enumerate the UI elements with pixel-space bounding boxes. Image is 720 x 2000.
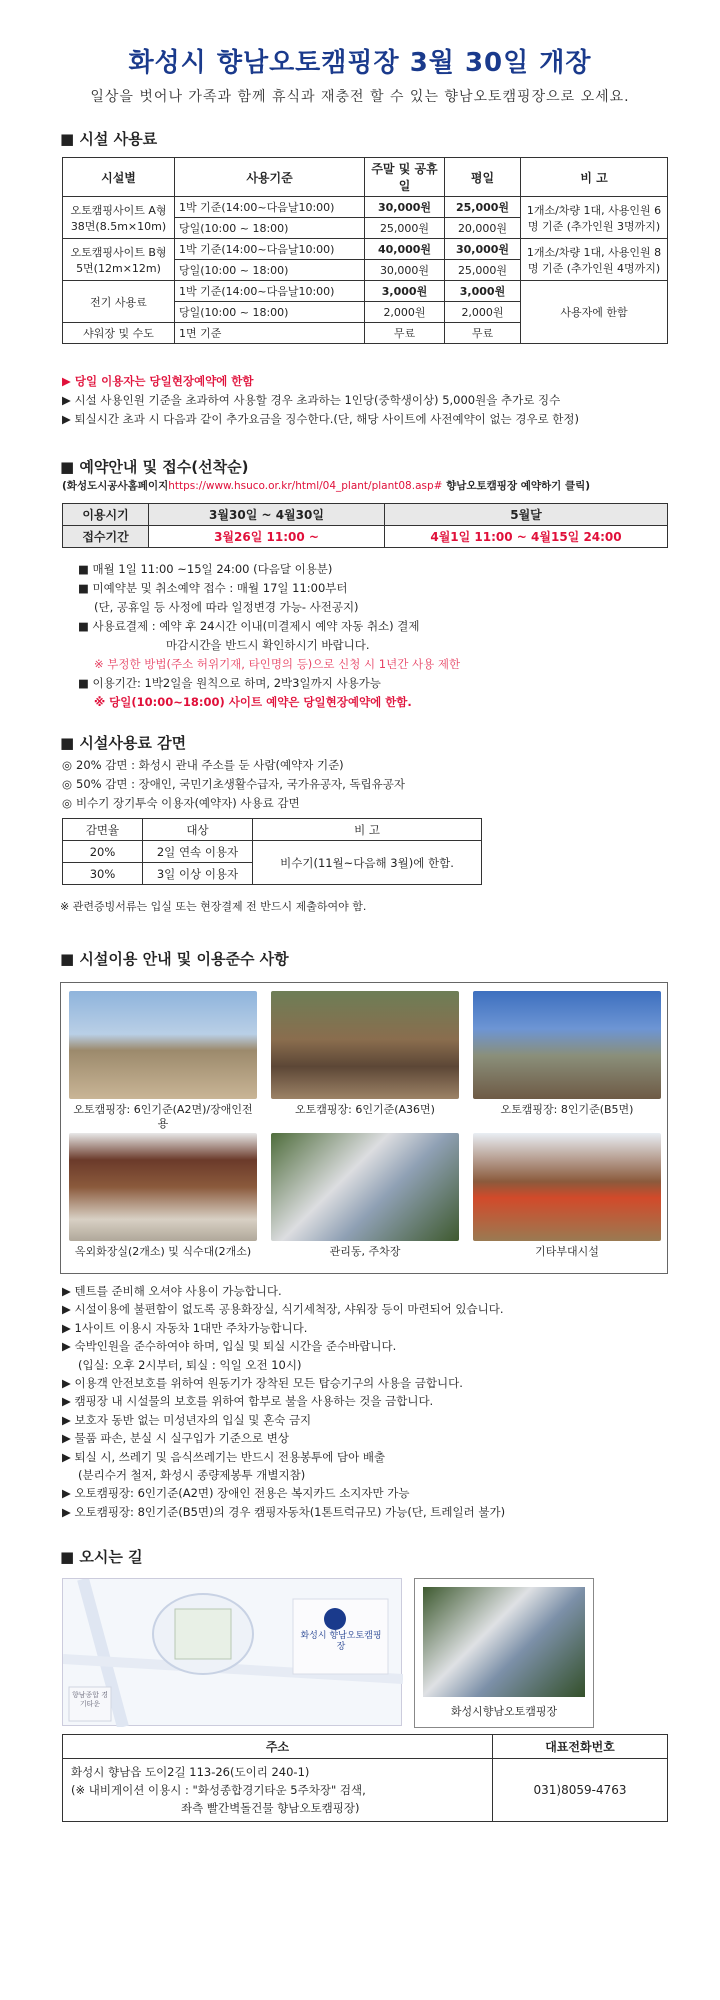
note-item: ▶ 물품 파손, 분실 시 실구입가 기준으로 변상	[62, 1429, 505, 1447]
res-label: 접수기간	[63, 526, 149, 548]
note-item: (분리수거 철저, 화성시 종량제봉투 개별지참)	[78, 1468, 306, 1483]
page-subtitle: 일상을 벗어나 가족과 함께 휴식과 재충전 할 수 있는 향남오토캠핑장으로 오세요.	[90, 89, 630, 105]
res-label: 이용시기	[63, 504, 149, 526]
usage-standard: 1박 기준(14:00~다음날10:00)	[175, 239, 365, 260]
reservation-link-line	[62, 478, 590, 493]
playground-photo	[473, 1133, 661, 1241]
weekend-price: 3,000원	[365, 281, 445, 302]
address-header: 주소	[63, 1735, 493, 1759]
reservation-link[interactable]: https://www.hsuco.or.kr/html/04_plant/plant08.asp#	[168, 480, 443, 492]
facility-name: 오토캠핑사이트 A형 38면(8.5m×10m)	[63, 197, 175, 239]
col-header: 비 고	[521, 158, 668, 197]
location-map[interactable]	[62, 1578, 402, 1726]
guide-heading: ■ 시설이용 안내 및 이용준수 사항	[60, 948, 289, 969]
restroom-photo	[69, 1133, 257, 1241]
note-item: ■ 이용기간: 1박2일을 원칙으로 하며, 2박3일까지 사용가능	[78, 674, 460, 693]
col-header: 대상	[143, 819, 253, 841]
res-period: 5월달	[385, 504, 668, 526]
facility-notes	[62, 372, 579, 429]
reservation-notes	[78, 560, 460, 712]
res-receipt: 4월1일 11:00 ~ 4월15일 24:00	[385, 526, 668, 548]
discount-target: 2일 연속 이용자	[143, 841, 253, 863]
directions-heading: ■ 오시는 길	[60, 1546, 143, 1567]
note-item: ▶ 시설이용에 불편함이 없도록 공용화장실, 식기세척장, 샤워장 등이 마련되어 있습니다.	[62, 1300, 505, 1318]
photo-card	[473, 1133, 661, 1259]
col-header: 사용기준	[175, 158, 365, 197]
campsite-photo	[473, 991, 661, 1099]
facility-fee-table	[62, 157, 668, 344]
weekend-price: 30,000원	[365, 197, 445, 218]
guide-notes	[62, 1282, 505, 1521]
weekend-price: 2,000원	[365, 302, 445, 323]
address-cell	[63, 1759, 493, 1822]
note-item: ▶ 텐트를 준비해 오셔야 사용이 가능합니다.	[62, 1282, 505, 1300]
photo-card	[69, 991, 257, 1131]
facility-note: 사용자에 한함	[521, 281, 668, 344]
usage-standard: 당일(10:00 ~ 18:00)	[175, 260, 365, 281]
phone-number[interactable]: 031)8059-4763	[493, 1759, 668, 1822]
note-item: (입실: 오후 2시부터, 퇴실 : 익일 오전 10시)	[78, 1357, 302, 1372]
note-item: ▶ 보호자 동반 없는 미성년자의 입실 및 혼숙 금지	[62, 1411, 505, 1429]
usage-standard: 1박 기준(14:00~다음날10:00)	[175, 281, 365, 302]
location-photo-frame	[414, 1578, 594, 1728]
usage-standard: 당일(10:00 ~ 18:00)	[175, 218, 365, 239]
discount-rate: 30%	[63, 863, 143, 885]
col-header: 시설별	[63, 158, 175, 197]
weekend-price: 30,000원	[365, 260, 445, 281]
map-stadium-label: 향남종합 경기타운	[71, 1691, 109, 1708]
camp-aerial-photo	[423, 1587, 585, 1697]
address-table	[62, 1734, 668, 1822]
photo-caption: 화성시향남오토캠핑장	[450, 1705, 558, 1718]
note-item: 마감시간을 반드시 확인하시기 바랍니다.	[166, 638, 370, 652]
photo-caption: 오토캠핑장: 8인기준(B5면)	[500, 1103, 634, 1116]
photo-caption: 기타부대시설	[535, 1245, 599, 1258]
location-pin-icon	[324, 1608, 346, 1630]
campsite-photo	[271, 991, 459, 1099]
facility-name: 샤워장 및 수도	[63, 323, 175, 344]
address-line: (※ 내비게이션 이용시 : "화성종합경기타운 5주차장" 검색,	[71, 1783, 366, 1797]
facility-name: 전기 사용료	[63, 281, 175, 323]
facility-note: 1개소/차량 1대, 사용인원 8명 기준 (추가인원 4명까지)	[521, 239, 668, 281]
photo-card	[473, 991, 661, 1117]
note-item: ▶ 퇴실 시, 쓰레기 및 음식쓰레기는 반드시 전용봉투에 담아 배출	[62, 1448, 505, 1466]
address-line: 좌측 빨간벽돌건물 향남오토캠핑장)	[181, 1801, 360, 1815]
facility-name: 오토캠핑사이트 B형 5면(12m×12m)	[63, 239, 175, 281]
office-photo	[271, 1133, 459, 1241]
note-item: (단, 공휴일 등 사정에 따라 일정변경 가능- 사전공지)	[94, 600, 359, 614]
campsite-photo	[69, 991, 257, 1099]
photo-caption: 옥외화장실(2개소) 및 식수대(2개소)	[74, 1245, 252, 1258]
note-item: ■ 매월 1일 11:00 ~15일 24:00 (다음달 이용분)	[78, 560, 460, 579]
address-line: 화성시 향남읍 도이2길 113-26(도이리 240-1)	[71, 1765, 310, 1779]
res-period: 3월30일 ~ 4월30일	[149, 504, 385, 526]
discount-item: ◎ 비수기 장기투숙 이용자(예약자) 사용료 감면	[62, 796, 300, 810]
weekday-price: 20,000원	[445, 218, 521, 239]
note-item: ▶ 시설 사용인원 기준을 초과하여 사용할 경우 초과하는 1인당(중학생이상) 5,000원을 추가로 징수	[62, 391, 579, 410]
col-header: 주말 및 공휴일	[365, 158, 445, 197]
facility-heading: ■ 시설 사용료	[60, 128, 157, 149]
note-item: ▶ 캠핑장 내 시설물의 보호를 위하여 함부로 불을 사용하는 것을 금합니다.	[62, 1392, 505, 1410]
map-marker-label: 화성시 향남오토캠핑장	[300, 1631, 382, 1652]
weekday-price: 무료	[445, 323, 521, 344]
weekday-price: 25,000원	[445, 197, 521, 218]
weekday-price: 30,000원	[445, 239, 521, 260]
link-suffix: 향남오토캠핑장 예약하기 클릭)	[442, 480, 591, 492]
discount-table	[62, 818, 482, 885]
discount-rate: 20%	[63, 841, 143, 863]
usage-standard: 당일(10:00 ~ 18:00)	[175, 302, 365, 323]
facility-note: 1개소/차량 1대, 사용인원 6명 기준 (추가인원 3명까지)	[521, 197, 668, 239]
weekend-price: 40,000원	[365, 239, 445, 260]
note-item: ▶ 퇴실시간 초과 시 다음과 같이 추가요금을 징수한다.(단, 해당 사이트에 사전예약이 없는 경우로 한정)	[62, 410, 579, 429]
note-item: ▶ 당일 이용자는 당일현장예약에 한함	[62, 372, 579, 391]
note-item: ■ 미예약분 및 취소예약 접수 : 매월 17일 11:00부터	[78, 579, 460, 598]
phone-header: 대표전화번호	[493, 1735, 668, 1759]
link-prefix: (화성도시공사홈페이지	[62, 480, 169, 492]
photo-card	[271, 991, 459, 1117]
discount-footnote: ※ 관련증빙서류는 입실 또는 현장결제 전 반드시 제출하여야 함.	[60, 900, 367, 913]
usage-standard: 1박 기준(14:00~다음날10:00)	[175, 197, 365, 218]
discount-item: ◎ 20% 감면 : 화성시 관내 주소를 둔 사람(예약자 기준)	[62, 758, 344, 772]
usage-standard: 1면 기준	[175, 323, 365, 344]
photo-gallery	[60, 982, 668, 1274]
note-item: ※ 부정한 방법(주소 허위기재, 타인명의 등)으로 신청 시 1년간 사용 제한	[94, 657, 461, 671]
weekday-price: 25,000원	[445, 260, 521, 281]
discount-items	[62, 756, 405, 813]
photo-caption: 오토캠핑장: 6인기준(A36면)	[295, 1103, 435, 1116]
note-item: ▶ 숙박인원을 준수하여야 하며, 입실 및 퇴실 시간을 준수바랍니다.	[62, 1337, 505, 1355]
page-title: 화성시 향남오토캠핑장 3월 30일 개장	[128, 48, 592, 78]
discount-remark: 비수기(11월~다음해 3월)에 한함.	[253, 841, 482, 885]
photo-caption: 오토캠핑장: 6인기준(A2면)/장애인전용	[73, 1103, 253, 1130]
weekend-price: 무료	[365, 323, 445, 344]
photo-caption: 관리동, 주차장	[329, 1245, 401, 1258]
weekday-price: 3,000원	[445, 281, 521, 302]
reservation-table	[62, 503, 668, 548]
reservation-heading: ■ 예약안내 및 접수(선착순)	[60, 456, 248, 477]
note-item: ▶ 오토캠핑장: 8인기준(B5면)의 경우 캠핑자동차(1톤트럭규모) 가능(단, 트레일러 불가)	[62, 1503, 505, 1521]
weekday-price: 2,000원	[445, 302, 521, 323]
photo-card	[271, 1133, 459, 1259]
discount-heading: ■ 시설사용료 감면	[60, 732, 186, 753]
note-item: ▶ 1사이트 이용시 자동차 1대만 주차가능합니다.	[62, 1319, 505, 1337]
res-receipt: 3월26일 11:00 ~	[149, 526, 385, 548]
note-item: ▶ 이용객 안전보호를 위하여 원동기가 장착된 모든 탑승기구의 사용을 금합니다.	[62, 1374, 505, 1392]
note-item: ■ 사용료결제 : 예약 후 24시간 이내(미결제시 예약 자동 취소) 결제	[78, 617, 460, 636]
photo-card	[69, 1133, 257, 1259]
col-header: 감면율	[63, 819, 143, 841]
note-item: ※ 당일(10:00~18:00) 사이트 예약은 당일현장예약에 한함.	[94, 695, 412, 709]
weekend-price: 25,000원	[365, 218, 445, 239]
note-item: ▶ 오토캠핑장: 6인기준(A2면) 장애인 전용은 복지카드 소지자만 가능	[62, 1484, 505, 1502]
map-drawing	[63, 1579, 403, 1727]
discount-target: 3일 이상 이용자	[143, 863, 253, 885]
col-header: 평일	[445, 158, 521, 197]
col-header: 비 고	[253, 819, 482, 841]
discount-item: ◎ 50% 감면 : 장애인, 국민기초생활수급자, 국가유공자, 독립유공자	[62, 777, 405, 791]
